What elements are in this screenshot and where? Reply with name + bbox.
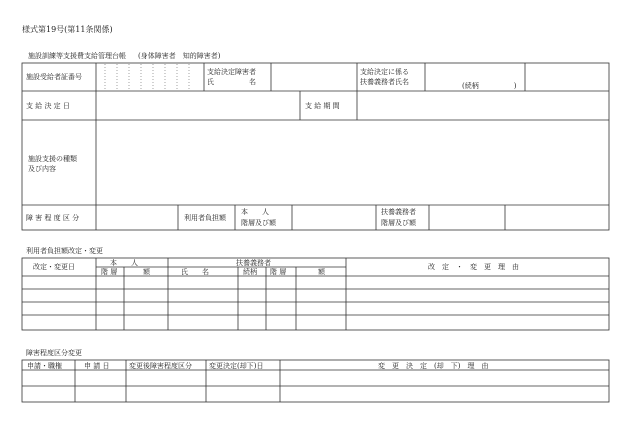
support-type-label-2: 及び内容 xyxy=(28,165,56,173)
ledger-grid xyxy=(22,63,609,230)
class-change-grid xyxy=(22,360,609,402)
burden-reason-header: 改 定 ・ 変 更 理 由 xyxy=(428,263,519,271)
class-new-class-header: 変更後障害程度区分 xyxy=(129,362,192,370)
burden-self-header: 本 人 xyxy=(110,259,138,267)
class-change-title: 障害程度区分変更 xyxy=(26,349,82,357)
period-label: 支 給 期 間 xyxy=(305,102,340,110)
class-apply-date-header: 申 請 日 xyxy=(84,362,110,370)
guardian-burden-label-2: 階層及び額 xyxy=(381,219,416,227)
guardian-label-1: 支給決定に係る xyxy=(360,68,409,76)
burden-date-header: 改定・変更日 xyxy=(33,263,75,271)
burden-guardian-amount-header: 額 xyxy=(318,268,325,276)
guardian-label-2: 扶養義務者氏名 xyxy=(360,78,409,86)
burden-change-title: 利用者負担額改定・変更 xyxy=(26,247,103,255)
guardian-burden-label-1: 扶養義務者 xyxy=(381,208,416,216)
burden-name-header: 氏 名 xyxy=(181,268,209,276)
class-apply-header: 申請・職権 xyxy=(27,362,62,370)
support-type-label-1: 施設支援の種類 xyxy=(28,155,77,163)
form-number: 様式第19号(第11条関係) xyxy=(22,25,113,34)
self-label-2: 階層及び額 xyxy=(241,219,276,227)
ledger-title: 施設訓練等支援費支給管理台帳 xyxy=(28,52,126,60)
ledger-subtitle: (身体障害者 知的障害者) xyxy=(138,52,221,60)
recipient-name-label-1: 支給決定障害者 xyxy=(207,68,256,76)
relation-label: (続柄 ) xyxy=(462,82,517,90)
disability-class-label: 障 害 程 度 区 分 xyxy=(26,214,80,222)
class-change-border xyxy=(22,360,609,402)
burden-self-level-header: 階 層 xyxy=(101,268,118,276)
recipient-number-label: 施設受給者証番号 xyxy=(26,73,82,81)
recipient-name-label-2: 氏 名 xyxy=(207,78,256,86)
class-reason-header: 変 更 決 定 (却 下) 理 由 xyxy=(378,362,489,370)
burden-self-amount-header: 額 xyxy=(143,268,150,276)
decision-date-label: 支 給 決 定 日 xyxy=(26,102,70,110)
self-label-1: 本 人 xyxy=(241,208,269,216)
class-decision-date-header: 変更決定(却下)日 xyxy=(209,362,264,370)
burden-guardian-header: 扶養義務者 xyxy=(236,259,271,267)
burden-guardian-level-header: 階 層 xyxy=(270,268,287,276)
burden-relation-header: 続柄 xyxy=(243,268,257,276)
user-burden-label: 利用者負担額 xyxy=(184,214,226,222)
